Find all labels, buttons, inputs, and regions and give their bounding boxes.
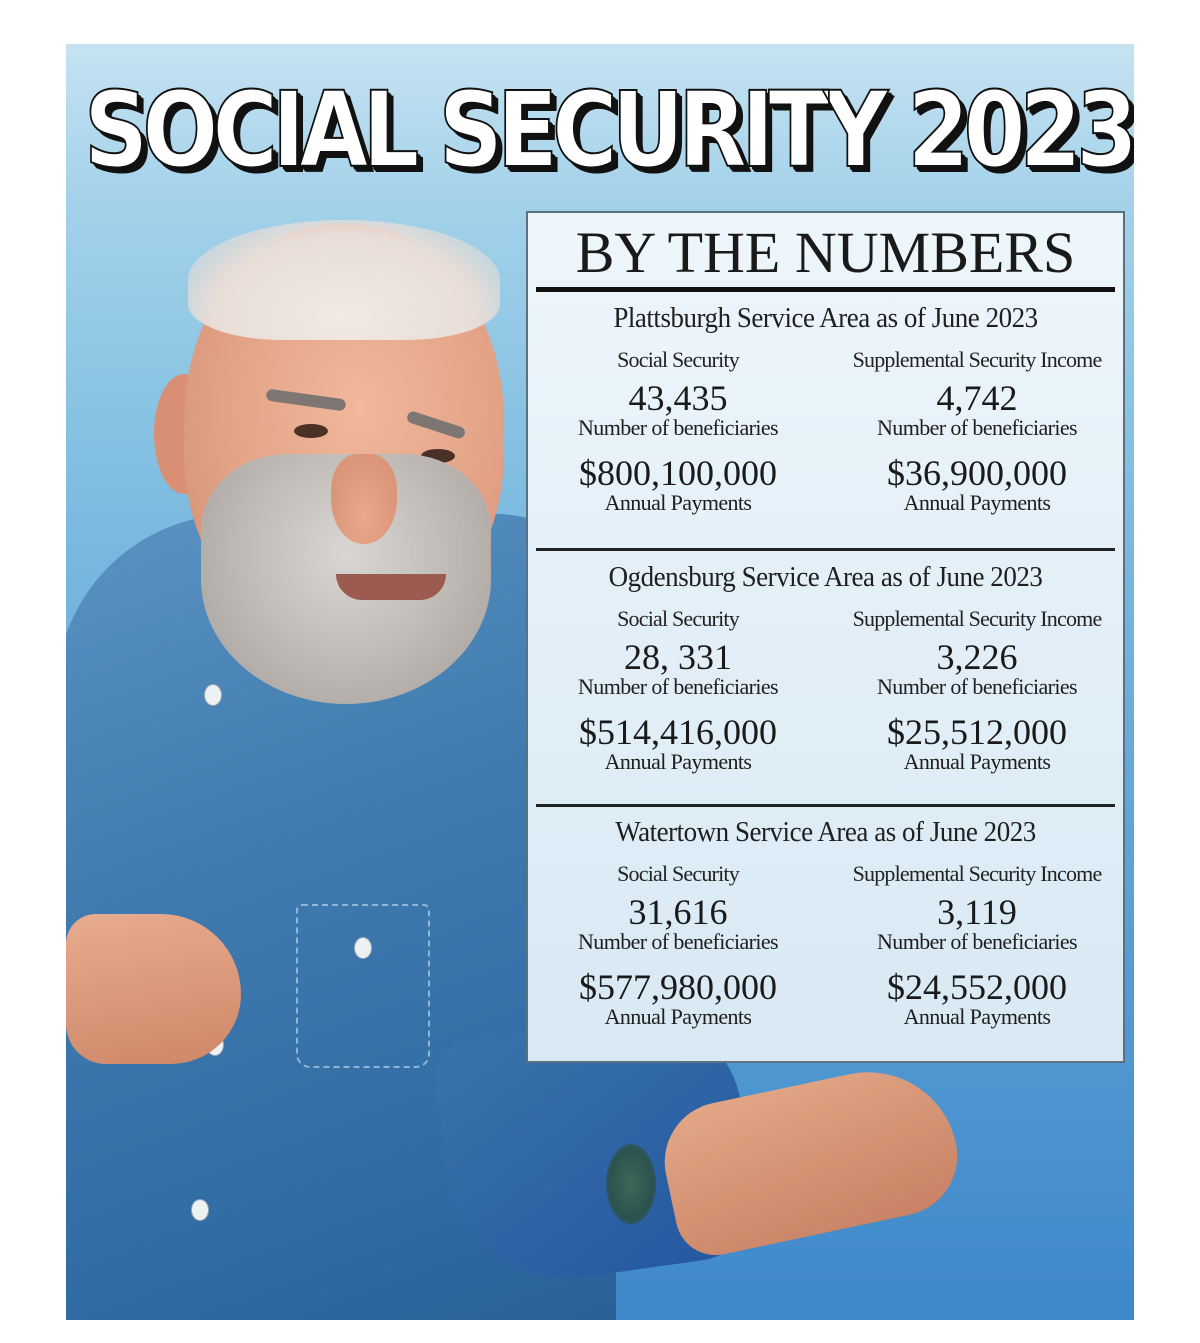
beneficiaries-count: 3,226	[936, 637, 1018, 677]
section-divider	[536, 804, 1115, 807]
ssi-column	[827, 606, 1127, 773]
social-security-column	[528, 347, 828, 514]
ssi-column	[827, 347, 1127, 514]
smile	[336, 574, 446, 600]
section-plattsburgh	[528, 301, 1123, 541]
annual-payments-value: $25,512,000	[887, 712, 1067, 752]
beneficiaries-count: 4,742	[936, 378, 1018, 418]
section-divider	[536, 548, 1115, 551]
beneficiaries-label: Number of beneficiaries	[877, 415, 1077, 440]
shirt-button-icon	[354, 937, 372, 959]
section-watertown	[528, 815, 1123, 1055]
column-heading: Social Security	[617, 606, 739, 631]
annual-payments-value: $800,100,000	[579, 453, 777, 493]
beneficiaries-label: Number of beneficiaries	[877, 929, 1077, 954]
area-title: Watertown Service Area as of June 2023	[615, 816, 1036, 848]
infographic-poster	[66, 44, 1134, 1320]
social-security-column	[528, 606, 828, 773]
area-title: Ogdensburg Service Area as of June 2023	[608, 561, 1043, 593]
column-heading: Social Security	[617, 861, 739, 886]
headline: SOCIAL SECURITY 2023	[84, 69, 1133, 191]
section-ogdensburg	[528, 560, 1123, 800]
beneficiaries-count: 28, 331	[624, 637, 732, 677]
annual-payments-label: Annual Payments	[903, 749, 1051, 774]
column-heading: Supplemental Security Income	[852, 861, 1102, 886]
annual-payments-label: Annual Payments	[903, 490, 1051, 515]
panel-title: BY THE NUMBERS	[575, 220, 1076, 285]
beneficiaries-count: 3,119	[937, 892, 1017, 932]
social-security-column	[528, 861, 828, 1028]
column-heading: Supplemental Security Income	[852, 347, 1102, 372]
column-heading: Supplemental Security Income	[852, 606, 1102, 631]
beneficiaries-label: Number of beneficiaries	[578, 415, 778, 440]
stats-panel	[526, 211, 1125, 1063]
shirt-button-icon	[204, 684, 222, 706]
beneficiaries-label: Number of beneficiaries	[578, 929, 778, 954]
beneficiaries-count: 31,616	[628, 892, 728, 932]
annual-payments-value: $514,416,000	[579, 712, 777, 752]
ssi-column	[827, 861, 1127, 1028]
title-divider	[536, 287, 1115, 292]
annual-payments-label: Annual Payments	[604, 490, 752, 515]
tattoo	[606, 1144, 656, 1224]
column-heading: Social Security	[617, 347, 739, 372]
white-hair	[188, 220, 500, 340]
shirt-pocket	[296, 904, 430, 1068]
annual-payments-label: Annual Payments	[604, 749, 752, 774]
shirt-button-icon	[191, 1199, 209, 1221]
area-title: Plattsburgh Service Area as of June 2023	[613, 302, 1038, 334]
beneficiaries-label: Number of beneficiaries	[578, 674, 778, 699]
annual-payments-label: Annual Payments	[903, 1004, 1051, 1029]
beneficiaries-label: Number of beneficiaries	[877, 674, 1077, 699]
eye	[294, 424, 328, 438]
annual-payments-label: Annual Payments	[604, 1004, 752, 1029]
nose	[331, 454, 397, 544]
annual-payments-value: $24,552,000	[887, 967, 1067, 1007]
left-hand	[66, 914, 241, 1064]
annual-payments-value: $36,900,000	[887, 453, 1067, 493]
annual-payments-value: $577,980,000	[579, 967, 777, 1007]
beneficiaries-count: 43,435	[628, 378, 728, 418]
